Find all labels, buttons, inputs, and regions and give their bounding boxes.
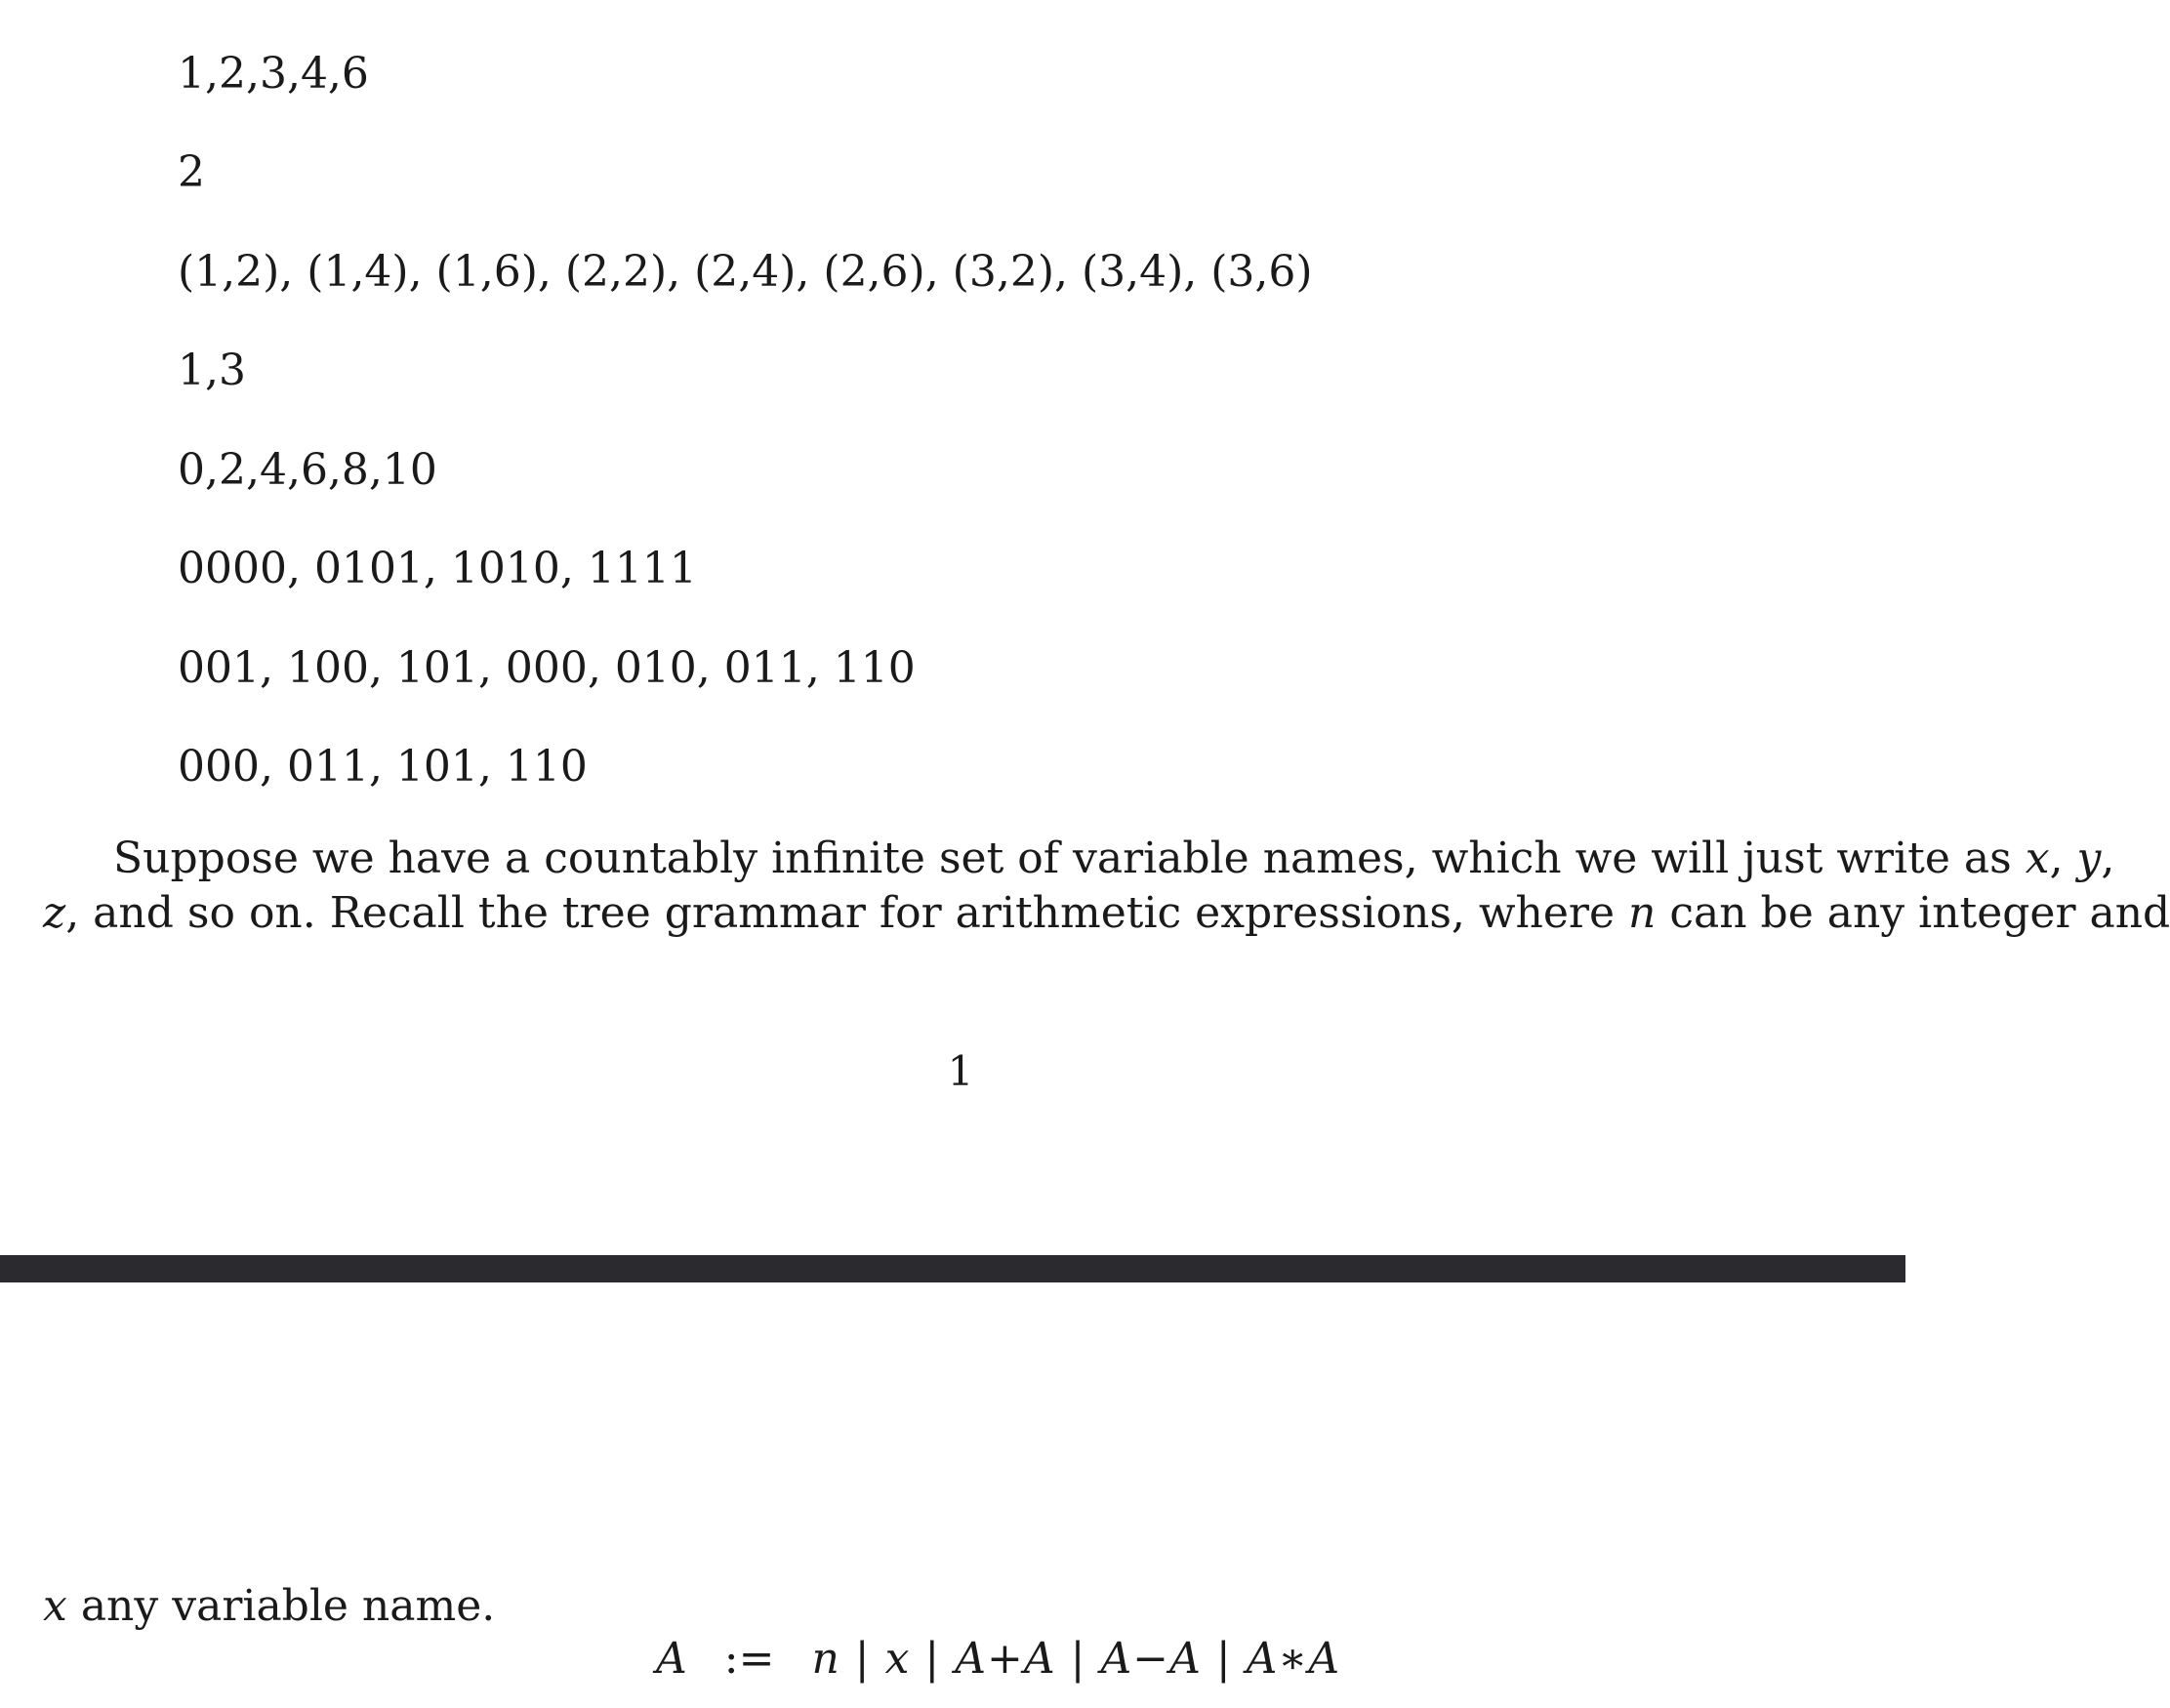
paragraph-text: any variable name. — [80, 1581, 496, 1631]
answer-text: 000, 011, 101, 110 — [178, 742, 588, 792]
answer-text: (1,2), (1,4), (1,6), (2,2), (2,4), (2,6), (3,2), (3,4), (3,6) — [178, 247, 1313, 297]
grammar-rhs: n | x | A+A | A−A | A∗A — [811, 1634, 1341, 1684]
answer-text: 1,2,3,4,6 — [178, 49, 369, 99]
page-separator — [0, 1255, 1905, 1282]
paragraph-line-2 — [43, 886, 2170, 941]
comma: , — [2049, 834, 2064, 883]
math-var-x: x — [2025, 834, 2050, 883]
grammar-lhs: A — [656, 1634, 687, 1684]
paragraph-text: Suppose we have a countably infinite set of variable names, which we will just write as — [113, 834, 2012, 883]
math-var-y: y — [2076, 834, 2102, 883]
comma: , — [2101, 834, 2115, 883]
answer-text: 0,2,4,6,8,10 — [178, 445, 437, 495]
paragraph-text: , and so on. Recall the tree grammar for arithmetic expressions, where — [65, 888, 1615, 938]
math-var-n: n — [1627, 888, 1657, 938]
paragraph-text: can be any integer and — [1669, 888, 2170, 938]
answer-text: 0000, 0101, 1010, 1111 — [178, 544, 697, 593]
paragraph-line-1 — [43, 832, 2115, 886]
math-var-x: x — [43, 1581, 67, 1631]
paragraph — [43, 832, 2170, 941]
answer-text: 001, 100, 101, 000, 010, 011, 110 — [178, 643, 916, 693]
grammar-rule — [656, 1630, 1340, 1688]
grammar-definition-symbol: := — [723, 1634, 775, 1684]
answer-text: 2 — [178, 147, 205, 197]
answer-text: 1,3 — [178, 346, 246, 395]
page-number: 1 — [947, 1047, 974, 1095]
paragraph-continuation — [43, 1577, 495, 1636]
math-var-z: z — [43, 888, 66, 938]
